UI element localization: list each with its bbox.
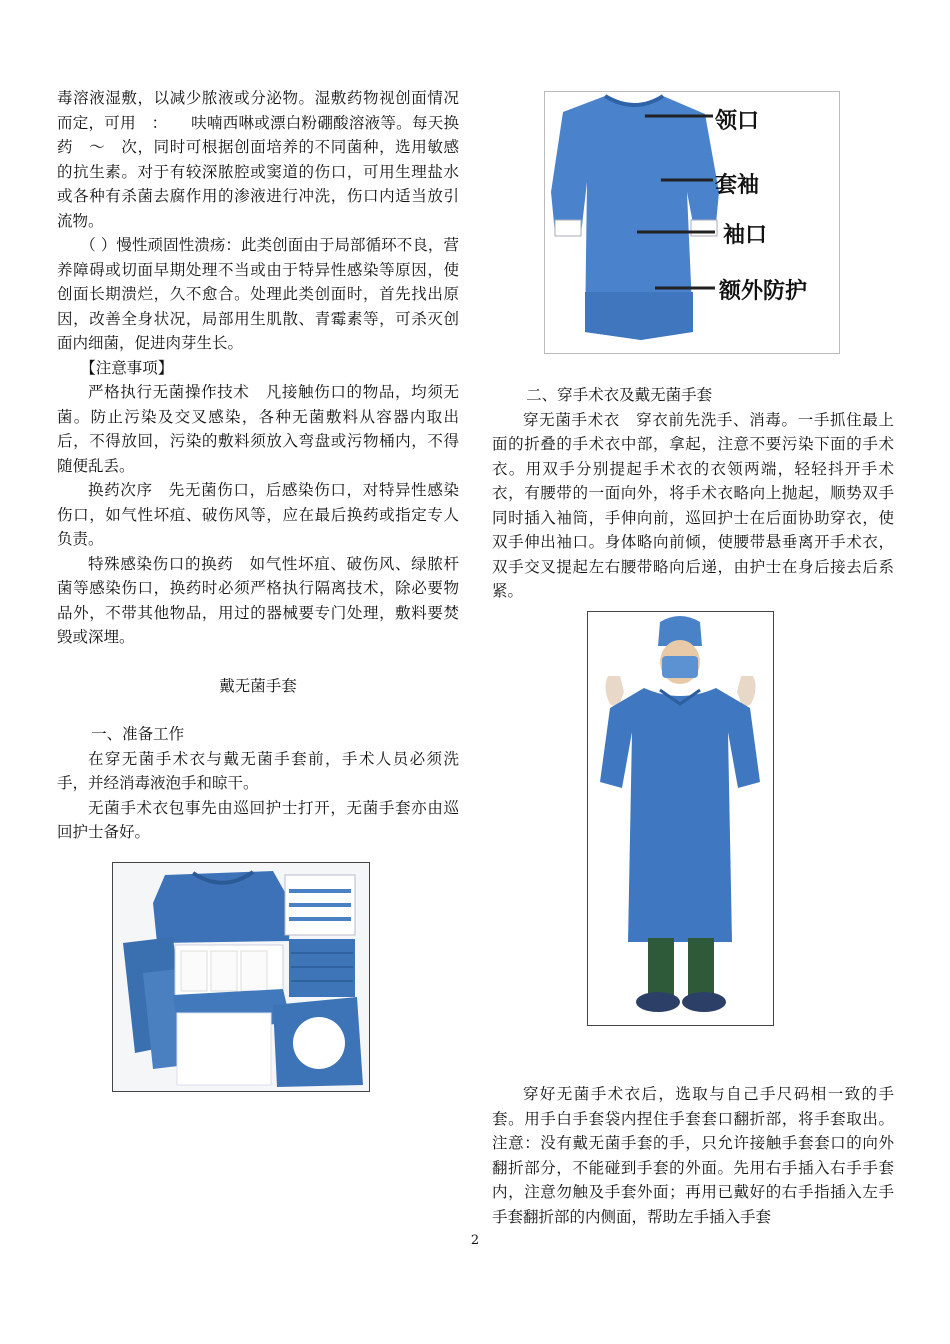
subsection-title: 一、准备工作 (91, 725, 185, 743)
text-paragraph: 在穿无菌手术衣与戴无菌手套前，手术人员必须洗手，并经消毒液泡手和晾干。 (57, 749, 459, 792)
gown-label-extra-protection: 额外防护 (719, 279, 808, 304)
gown-label-collar: 领口 (715, 109, 760, 134)
section-title: 戴无菌手套 (219, 676, 297, 695)
notes-heading: 【注意事项】 (80, 358, 174, 377)
section-title: 二、穿手术衣及戴无菌手套 (526, 386, 713, 404)
text-paragraph: 穿好无菌手术衣后，选取与自己手尺码相一致的手套。用手白手套袋内捏住手套套口翻折部，将手套取出。注意：没有戴无菌手套的手，只允许接触手套套口的向外翻折部分，不能碰到手套的外面。先用右手插入右手手套内，注意勿触及手套外面；再用已戴好的右手指插入左手手套翻折部的内侧面，帮助左手插入手套 (492, 1085, 894, 1226)
right-column-text (492, 383, 894, 604)
glove-text (492, 1082, 894, 1229)
surgeon-gown-image (587, 611, 774, 1026)
text-paragraph: 换药次序 先无菌伤口，后感染伤口，对特异性感染伤口，如气性坏疽、破伤风等，应在最后换药或指定专人负责。 (57, 481, 459, 548)
gown-illustration (545, 92, 839, 353)
surgical-pack-image (112, 862, 370, 1092)
page-number: 2 (470, 1233, 480, 1248)
surgical-pack-illustration (113, 863, 369, 1091)
text-paragraph: 穿无菌手术衣 穿衣前先洗手、消毒。一手抓住最上面的折叠的手术衣中部，拿起，注意不要污染下面的手术衣。用双手分别提起手术衣的衣领两端，轻轻抖开手术衣，有腰带的一面向外，将手术衣略向上抛起，顺势双手同时插入袖筒，手伸向前，巡回护士在后面协助穿衣，使双手伸出袖口。身体略向前倾，使腰带悬垂离开手术衣，双手交叉提起左右腰带略向后递，由护士在身后接去后系紧。 (492, 410, 894, 600)
gown-label-sleeve: 套袖 (715, 173, 760, 198)
gown-label-cuff: 袖口 (723, 223, 768, 248)
text-paragraph: 毒溶液湿敷，以减少脓液或分泌物。湿敷药物视创面情况而定，可用 ： 呋喃西啉或漂白粉硼酸溶液等。每天换药 ～ 次，同时可根据创面培养的不同菌种，选用敏感的抗生素。对于有较深脓腔或窦道的伤口，可用生理盐水或各种有杀菌去腐作用的渗液进行冲洗，伤口内适当放引流物。 (57, 89, 459, 230)
text-paragraph: 特殊感染伤口的换药 如气性坏疽、破伤风、绿脓杆菌等感染伤口，换药时必须严格执行隔离技术，除必要物品外，不带其他物品，用过的器械要专门处理，敷料要焚毁或深埋。 (57, 554, 459, 646)
text-paragraph: （ ）慢性顽固性溃疡：此类创面由于局部循环不良，营养障碍或切面早期处理不当或由于特异性感染等原因，使创面长期溃烂，久不愈合。处理此类创面时，首先找出原因，改善全身状况，局部用生肌散、青霉素等，可杀灭创面内细菌，促进肉芽生长。 (57, 236, 459, 352)
gown-labeled-image (544, 91, 840, 354)
text-paragraph: 无菌手术衣包事先由巡回护士打开，无菌手套亦由巡回护士备好。 (57, 798, 459, 841)
text-paragraph: 严格执行无菌操作技术 凡接触伤口的物品，均须无菌。防止污染及交叉感染，各种无菌敷料从容器内取出后，不得放回，污染的敷料须放入弯盘或污物桶内，不得随便乱丢。 (57, 383, 459, 475)
surgeon-illustration (588, 612, 773, 1025)
left-column (57, 86, 459, 845)
